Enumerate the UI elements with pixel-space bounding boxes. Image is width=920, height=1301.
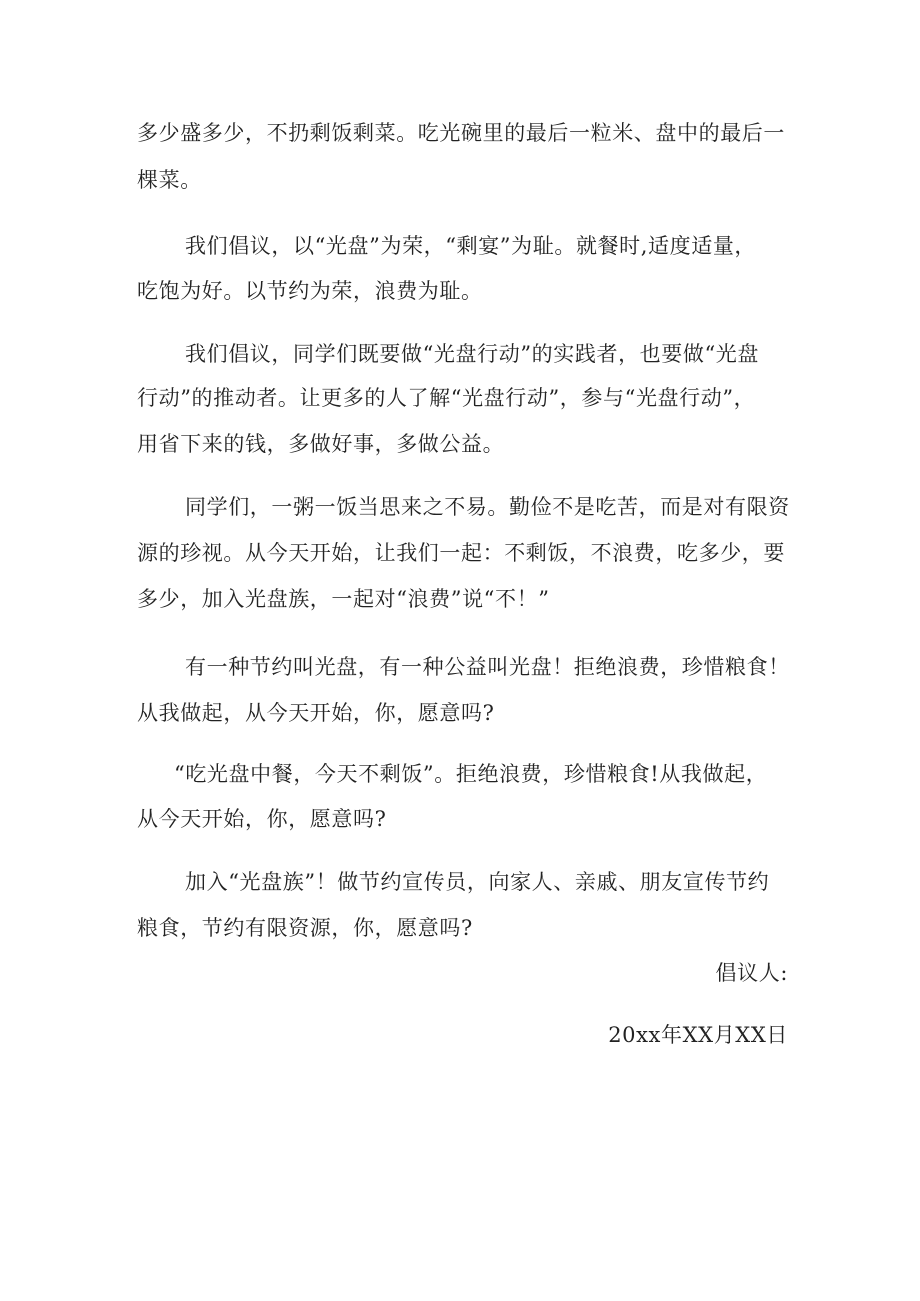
text-line-10: 多少，加入光盘族，一起对“浪费”说“不！” [137,587,550,611]
text-line-8: 同学们，一粥一饭当思来之不易。勤俭不是吃苦，而是对有限资 [185,495,790,519]
text-line-11: 有一种节约叫光盘，有一种公益叫光盘！拒绝浪费，珍惜粮食！ [185,655,790,679]
text-line-9: 源的珍视。从今天开始，让我们一起：不剩饭，不浪费，吃多少，要 [137,541,785,565]
text-line-7: 用省下来的钱，多做好事，多做公益。 [137,432,505,456]
text-line-6: 行动”的推动者。让更多的人了解“光盘行动”，参与“光盘行动”， [137,386,756,410]
text-line-2: 棵菜。 [137,168,202,192]
text-line-13: “吃光盘中餐，今天不剩饭”。拒绝浪费，珍惜粮食!从我做起， [174,762,768,786]
text-line-14: 从今天开始，你，愿意吗? [137,807,387,831]
text-line-15: 加入“光盘族”！做节约宣传员，向家人、亲戚、朋友宣传节约 [185,870,770,894]
text-line-12: 从我做起，从今天开始，你，愿意吗? [137,701,495,725]
document-date: 20xx年XX月XX日 [608,1023,788,1047]
text-line-3: 我们倡议，以“光盘”为荣，“剩宴”为耻。就餐时,适度适量， [185,234,757,258]
text-line-16: 粮食，节约有限资源，你，愿意吗? [137,916,473,940]
text-line-4: 吃饱为好。以节约为荣，浪费为耻。 [137,279,483,303]
signature-label: 倡议人: [715,961,788,985]
text-line-1: 多少盛多少，不扔剩饭剩菜。吃光碗里的最后一粒米、盘中的最后一 [137,121,785,145]
text-line-5: 我们倡议，同学们既要做“光盘行动”的实践者，也要做“光盘 [185,342,760,366]
